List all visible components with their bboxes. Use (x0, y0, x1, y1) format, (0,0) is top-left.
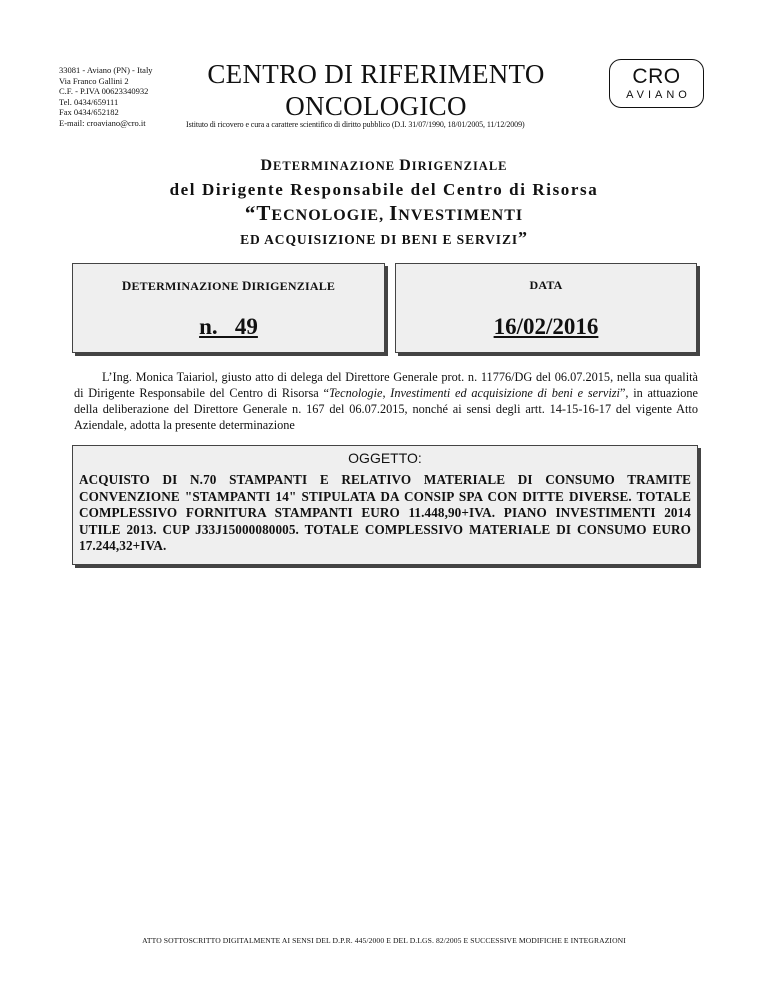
preamble-paragraph: L’Ing. Monica Taiariol, giusto atto di delega del Direttore Generale prot. n. 11776/DG del 06.07.2015, nella sua qualità di Dirigente Responsabile del Centro di Risorsa “Tecnologie, Investimenti ed acquisizione di beni e servizi”, in attuazione della deliberazione del Direttore Generale n. 167 del 06.07.2015, nonché ai sensi degli artt. 14-15-16-17 del vigente Atto Aziendale, adotta la presente determinazione (74, 370, 698, 432)
org-subtitle: Istituto di ricovero e cura a carattere scientifico di diritto pubblico (D.I. 31/07/1990, 18/01/2005, 11/12/2009) (186, 120, 525, 129)
address-line: C.F. - P.IVA 00623340932 (59, 86, 149, 96)
logo-subtext: AVIANO (626, 89, 691, 101)
document-type-heading: DETERMINAZIONE DIRIGENZIALE (260, 157, 508, 174)
subject-box (72, 445, 698, 565)
org-name-line2: ONCOLOGICO (285, 91, 467, 121)
subject-text: ACQUISTO DI N.70 STAMPANTI E RELATIVO MATERIALE DI CONSUMO TRAMITE CONVENZIONE "STAMPANTI 14" STIPULATA DA CONSIP SPA CON DITTE DIVERSE. TOTALE COMPLESSIVO FORNITURA STAMPANTI EURO 11.448,90+IVA. PIANO INVESTIMENTI 2014 UTILE 2013. CUP J33J15000080005. TOTALE COMPLESSIVO MATERIALE DI CONSUMO EURO 17.244,32+IVA. (79, 472, 691, 553)
date-value: 16/02/2016 (493, 314, 599, 339)
org-name (186, 58, 566, 122)
determination-label: DETERMINAZIONE DIRIGENZIALE (121, 278, 336, 293)
address-line: Via Franco Gallini 2 (59, 75, 129, 86)
determination-number-box (72, 263, 385, 353)
department-heading: “TECNOLOGIE, INVESTIMENTI (244, 201, 524, 225)
issuer-heading: del Dirigente Responsabile del Centro di Risorsa (169, 180, 599, 199)
org-name-line1: CENTRO DI RIFERIMENTO (207, 59, 545, 89)
address-line: E-mail: croaviano@cro.it (59, 117, 146, 128)
date-label: DATA (529, 278, 563, 292)
footer-note: ATTO SOTTOSCRITTO DIGITALMENTE AI SENSI DEL D.P.R. 445/2000 E DEL D.LGS. 82/2005 E SUCCESSIVE MODIFICHE E INTEGRAZIONI (142, 936, 626, 945)
address-line: Tel. 0434/659111 (59, 96, 119, 107)
address-line: Fax 0434/652182 (59, 107, 119, 117)
subject-label: OGGETTO: (348, 450, 422, 466)
department-heading-line2: ED ACQUISIZIONE DI BENI E SERVIZI” (240, 228, 528, 248)
date-box (395, 263, 697, 353)
address-line: 33081 - Aviano (PN) - Italy (59, 65, 153, 75)
logo-text: CRO (632, 65, 681, 88)
cro-logo (609, 59, 704, 108)
address-block (59, 65, 153, 128)
determination-number: n. 49 (199, 314, 258, 339)
